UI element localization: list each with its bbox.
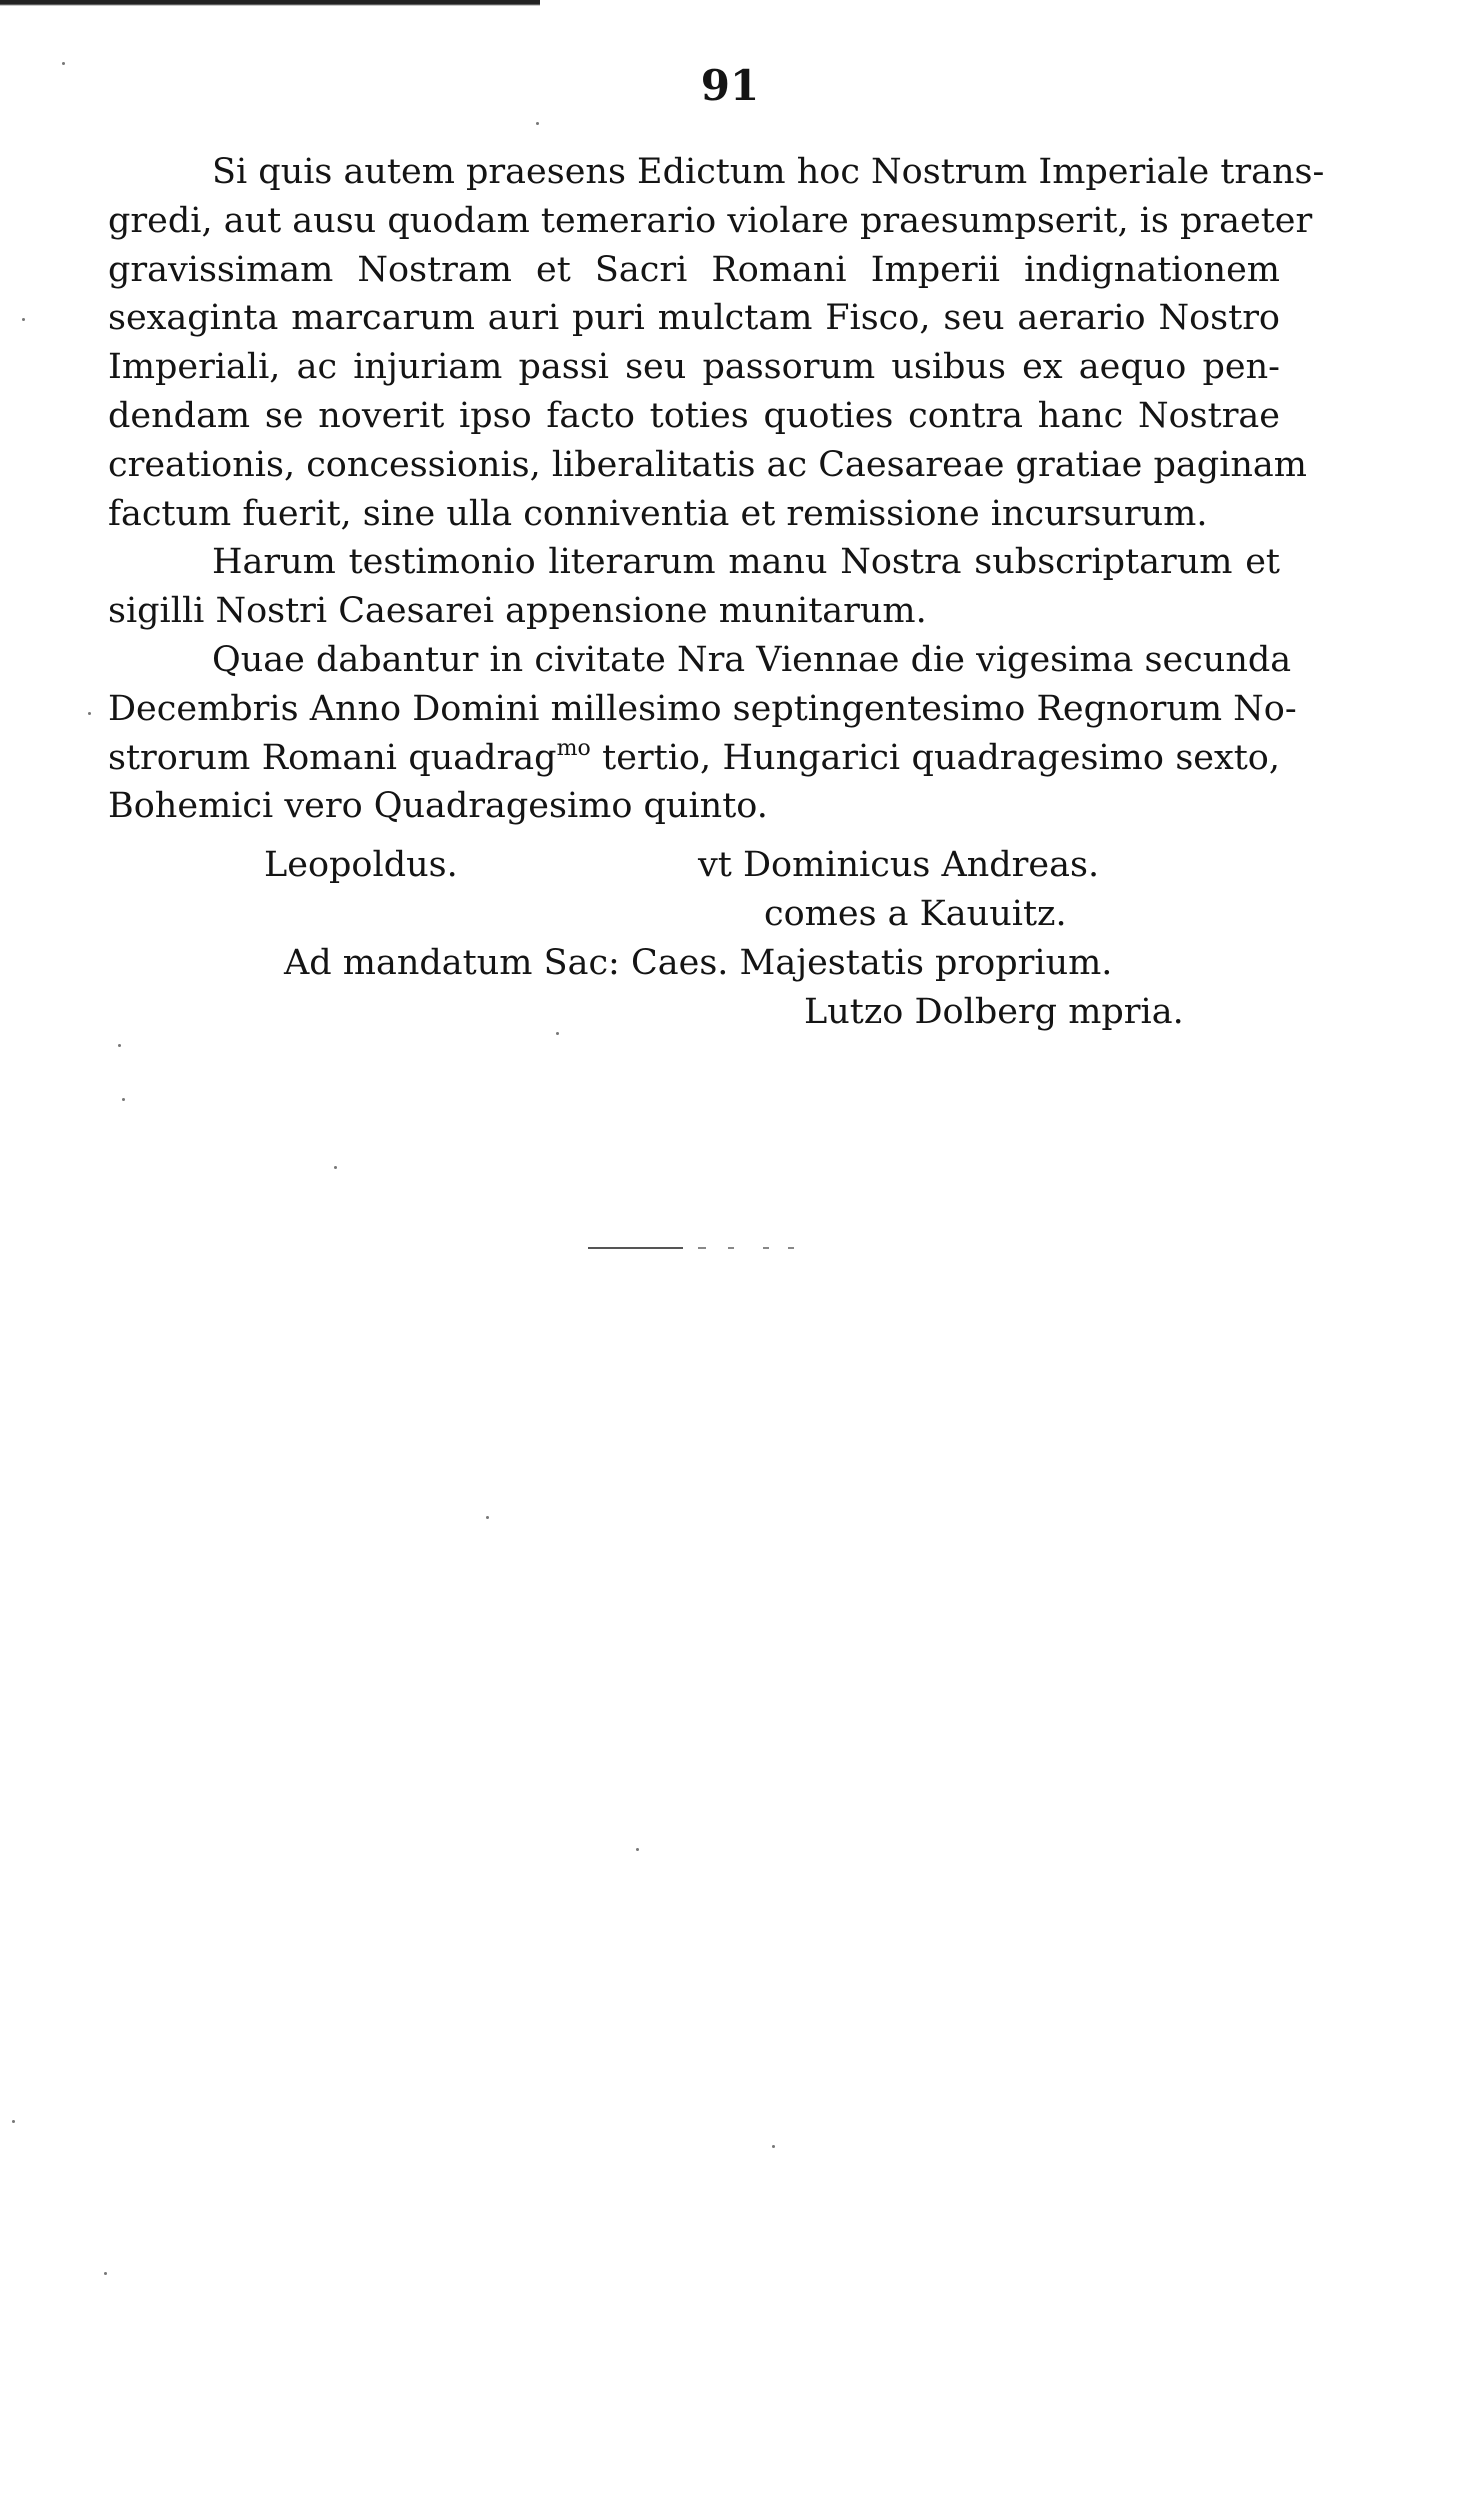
paper-speck — [334, 1166, 337, 1169]
text-line — [108, 734, 1280, 783]
paper-speck — [88, 712, 91, 715]
top-edge-rule — [0, 0, 540, 6]
text-line: factum fuerit, sine ulla conniventia et remissione incursurum. — [108, 493, 1208, 534]
text-line: Harum testimonio literarum manu Nostra subscriptarum et — [212, 542, 1280, 583]
text-line: Si quis autem praesens Edictum hoc Nostrum Imperiale trans- — [212, 152, 1325, 192]
signature-leopoldus: Leopoldus. — [264, 845, 458, 885]
separator-rule — [588, 1247, 798, 1249]
paragraph-testimony — [108, 538, 1280, 636]
paper-speck — [486, 1516, 489, 1519]
paper-speck — [636, 1848, 639, 1851]
text-line: Decembris Anno Domini millesimo septingentesimo Regnorum No- — [108, 688, 1297, 729]
signature-comes: comes a Kauuitz. — [764, 894, 1067, 934]
text-line: creationis, concessionis, liberalitatis ac Caesareae gratiae paginam — [108, 444, 1307, 485]
text-line: gravissimam Nostram et Sacri Romani Imperii indignationem — [108, 249, 1280, 290]
paper-speck — [536, 122, 539, 125]
signature-dominicus: vt Dominicus Andreas. — [698, 845, 1100, 885]
page-number: 91 — [700, 61, 760, 110]
signature-lutzo: Lutzo Dolberg mpria. — [804, 992, 1184, 1032]
paper-speck — [104, 2272, 107, 2275]
paragraph-dating — [108, 636, 1297, 831]
text-line: Bohemici vero Quadragesimo quinto. — [108, 786, 768, 827]
paper-speck — [772, 2145, 775, 2148]
text-line: sexaginta marcarum auri puri mulctam Fisco, seu aerario Nostro — [108, 298, 1280, 339]
paper-speck — [122, 1098, 125, 1101]
mandate-line: Ad mandatum Sac: Caes. Majestatis proprium. — [284, 943, 1113, 983]
text-line: dendam se noverit ipso facto toties quoties contra hanc Nostrae — [108, 395, 1280, 436]
paragraph-edict-penalty — [108, 148, 1325, 538]
text-line: sigilli Nostri Caesarei appensione munitarum. — [108, 591, 927, 632]
text-fragment: tertio, Hungarici quadragesimo sexto, — [590, 737, 1280, 778]
text-line: Quae dabantur in civitate Nra Viennae die vigesima secunda — [212, 639, 1292, 680]
text-line: Imperiali, ac injuriam passi seu passorum usibus ex aequo pen- — [108, 347, 1280, 388]
text-line: gredi, aut ausu quodam temerario violare praesumpserit, is praeter — [108, 200, 1313, 241]
paper-speck — [12, 2120, 15, 2123]
paper-speck — [62, 62, 65, 65]
body-text — [108, 148, 1325, 831]
paper-speck — [22, 318, 25, 321]
text-fragment: strorum Romani quadrag — [108, 737, 557, 778]
paper-speck — [118, 1044, 121, 1047]
paper-speck — [556, 1032, 559, 1035]
superscript-abbreviation: mo — [556, 735, 591, 761]
